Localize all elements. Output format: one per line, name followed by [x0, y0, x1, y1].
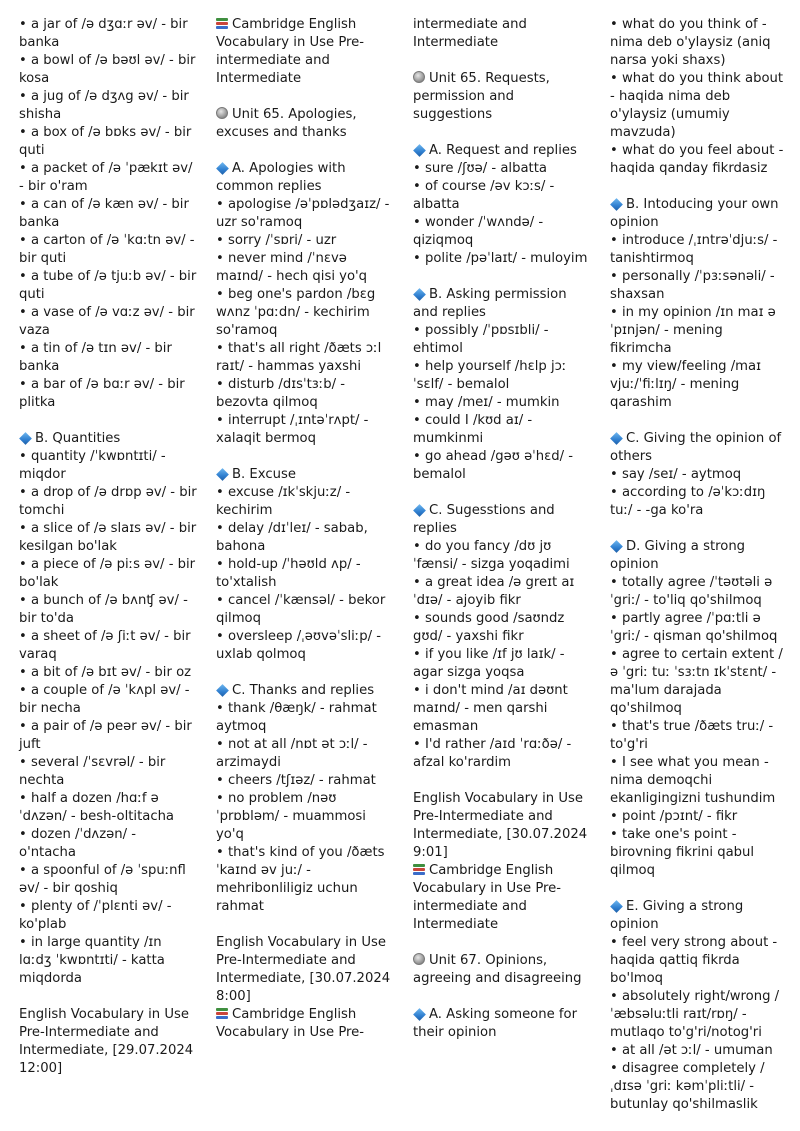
entry-text: English Vocabulary in Use Pre-Intermediate and Intermediate, [30.07.2024 8:00]: [216, 935, 391, 1004]
vocab-entry: [19, 520, 197, 556]
vocab-entry: [610, 988, 788, 1042]
section-heading: [19, 430, 197, 448]
diamond-icon: [610, 198, 623, 211]
heading-text: D. Giving a strong opinion: [610, 539, 746, 572]
entry-text: • a box of /ə bɒks əv/ - bir quti: [19, 125, 192, 158]
entry-text: • take one's point - birovning fikrini qabul qilmoq: [610, 827, 755, 878]
vocab-entry: [19, 376, 197, 412]
entry-text: • help yourself /hɛlp jɔːˈsɛlf/ - bemalol: [413, 359, 567, 392]
entry-text: • may /meɪ/ - mumkin: [413, 395, 560, 410]
entry-text: • a tin of /ə tɪn əv/ - bir banka: [19, 341, 172, 374]
heading-text: B. Excuse: [232, 467, 296, 482]
entry-text: • go ahead /gəʊ əˈhɛd/ - bemalol: [413, 449, 574, 482]
vocab-entry: [216, 412, 394, 448]
vocab-entry: [19, 52, 197, 88]
vocab-entry: [19, 790, 197, 826]
vocab-entry: [216, 736, 394, 772]
vocab-entry: [610, 466, 788, 484]
entry-text: • possibly /ˈpɒsɪbli/ - ehtimol: [413, 323, 549, 356]
column-2: [216, 16, 394, 1042]
vocab-entry: [19, 718, 197, 754]
spacer: [413, 988, 591, 1006]
vocab-entry: [216, 196, 394, 232]
vocab-entry: [19, 124, 197, 160]
vocab-entry: [610, 142, 788, 178]
heading-text: C. Giving the opinion of others: [610, 431, 782, 464]
spacer: [216, 142, 394, 160]
vocab-entry: [413, 178, 591, 214]
column-3: [413, 16, 591, 1042]
entry-text: • a bunch of /ə bʌnʧ əv/ - bir to'da: [19, 593, 188, 626]
entry-text: • at all /ət ɔːl/ - umuman: [610, 1043, 773, 1058]
entry-text: • disturb /dɪsˈtɜːb/ - bezovta qilmoq: [216, 377, 345, 410]
vocab-entry: [19, 160, 197, 196]
entry-text: • a spoonful of /ə ˈspuːnfl əv/ - bir qoshiq: [19, 863, 186, 896]
vocab-entry: [610, 826, 788, 880]
spacer: [216, 664, 394, 682]
entry-text: • a jug of /ə dʒʌg əv/ - bir shisha: [19, 89, 189, 122]
diamond-icon: [413, 144, 426, 157]
entry-text: English Vocabulary in Use Pre-Intermediate and Intermediate, [30.07.2024 9:01]: [413, 791, 588, 860]
vocab-entry: [610, 574, 788, 610]
entry-text: • a pair of /ə peər əv/ - bir juft: [19, 719, 192, 752]
dial-icon: [413, 71, 425, 83]
vocab-entry: [19, 556, 197, 592]
section-heading: [413, 952, 591, 988]
entry-text: • never mind /ˈnɛvə maɪnd/ - hech qisi yo'q: [216, 251, 368, 284]
vocab-entry: [19, 754, 197, 790]
vocab-entry: [19, 1006, 197, 1078]
vocab-entry: [216, 772, 394, 790]
vocab-entry: [413, 160, 591, 178]
entry-text: • introduce /ˌɪntrəˈdjuːs/ - tanishtirmoq: [610, 233, 778, 266]
entry-text: • my view/feeling /maɪ vjuː/ˈfiːlɪŋ/ - mening qarashim: [610, 359, 762, 410]
entry-text: • cancel /ˈkænsəl/ - bekor qilmoq: [216, 593, 386, 626]
vocab-entry: [216, 592, 394, 628]
entry-text: • no problem /nəʊ ˈprɒbləm/ - muammosi yo'q: [216, 791, 366, 842]
entry-text: • a carton of /ə ˈkɑːtn əv/ - bir quti: [19, 233, 195, 266]
entry-text: • a great idea /ə greɪt aɪ ˈdɪə/ - ajoyib fikr: [413, 575, 575, 608]
spacer: [413, 934, 591, 952]
entry-text: • delay /dɪˈleɪ/ - sabab, bahona: [216, 521, 368, 554]
spacer: [610, 880, 788, 898]
entry-text: • sorry /ˈsɒri/ - uzr: [216, 233, 337, 248]
section-heading: [610, 538, 788, 574]
vocab-entry: [413, 448, 591, 484]
entry-text: • that's all right /ðæts ɔːl raɪt/ - hammas yaxshi: [216, 341, 382, 374]
entry-text: • personally /ˈpɜːsənəli/ - shaxsan: [610, 269, 775, 302]
vocab-entry: [610, 358, 788, 412]
vocab-entry: [19, 826, 197, 862]
column-4: [610, 16, 788, 1114]
section-heading: [610, 430, 788, 466]
heading-text: B. Intoducing your own opinion: [610, 197, 779, 230]
vocab-entry: [19, 898, 197, 934]
vocab-entry: [413, 610, 591, 646]
heading-text: Cambridge English Vocabulary in Use Pre-intermediate and Intermediate: [413, 863, 562, 932]
spacer: [610, 520, 788, 538]
vocab-entry: [610, 1042, 788, 1060]
entry-text: English Vocabulary in Use Pre-Intermediate and Intermediate, [29.07.2024 12:00]: [19, 1007, 194, 1076]
entry-text: • point /pɔɪnt/ - fikr: [610, 809, 738, 824]
section-heading: [413, 502, 591, 538]
vocab-entry: [19, 682, 197, 718]
entry-text: • half a dozen /hɑːf ə ˈdʌzən/ - besh-oltitacha: [19, 791, 175, 824]
vocab-entry: [610, 16, 788, 70]
entry-text: • quantity /ˈkwɒntɪti/ - miqdor: [19, 449, 166, 482]
books-icon: [413, 863, 425, 875]
vocab-entry: [413, 790, 591, 862]
heading-text: A. Request and replies: [429, 143, 577, 158]
heading-text: B. Quantities: [35, 431, 121, 446]
entry-text: • interrupt /ˌɪntəˈrʌpt/ - xalaqit bermoq: [216, 413, 369, 446]
books-icon: [216, 1007, 228, 1019]
vocab-entry: [19, 16, 197, 52]
entry-text: intermediate and Intermediate: [413, 17, 527, 50]
vocab-entry: [19, 484, 197, 520]
entry-text: • in my opinion /ɪn maɪ ə ˈpɪnjən/ - mening fikrimcha: [610, 305, 776, 356]
section-heading: [413, 142, 591, 160]
entry-text: • I see what you mean - nima demoqchi ekanligingizni tushundim: [610, 755, 776, 806]
vocab-entry: [610, 610, 788, 646]
vocab-entry: [610, 232, 788, 268]
section-heading: [216, 682, 394, 700]
vocab-entry: [413, 16, 591, 52]
spacer: [19, 412, 197, 430]
vocab-entry: [19, 232, 197, 268]
entry-text: • a couple of /ə ˈkʌpl əv/ - bir necha: [19, 683, 190, 716]
entry-text: • that's true /ðæts truː/ - to'g'ri: [610, 719, 774, 752]
entry-text: • several /ˈsɛvrəl/ - bir nechta: [19, 755, 166, 788]
vocab-entry: [19, 88, 197, 124]
entry-text: • do you fancy /dʊ jʊ ˈfænsi/ - sizga yoqadimi: [413, 539, 570, 572]
vocab-entry: [610, 1060, 788, 1114]
entry-text: • if you like /ɪf jʊ laɪk/ - agar sizga yoqsa: [413, 647, 565, 680]
entry-text: • feel very strong about - haqida qattiq fikrda bo'lmoq: [610, 935, 778, 986]
vocab-entry: [610, 484, 788, 520]
section-heading: [413, 286, 591, 322]
vocab-entry: [413, 250, 591, 268]
vocab-entry: [216, 250, 394, 286]
vocab-entry: [413, 214, 591, 250]
entry-text: • in large quantity /ɪn lɑːdʒ ˈkwɒntɪti/ - katta miqdorda: [19, 935, 165, 986]
section-heading: [610, 196, 788, 232]
spacer: [413, 484, 591, 502]
heading-text: Unit 65. Requests, permission and suggestions: [413, 71, 550, 122]
heading-text: Unit 65. Apologies, excuses and thanks: [216, 107, 357, 140]
vocab-entry: [19, 934, 197, 988]
vocab-entry: [610, 718, 788, 754]
spacer: [413, 268, 591, 286]
section-heading: [216, 1006, 394, 1042]
spacer: [216, 88, 394, 106]
vocab-entry: [610, 70, 788, 142]
heading-text: B. Asking permission and replies: [413, 287, 567, 320]
vocab-entry: [19, 340, 197, 376]
entry-text: • that's kind of you /ðæts ˈkaɪnd əv juː/ - mehribonliligiz uchun rahmat: [216, 845, 385, 914]
section-heading: [413, 1006, 591, 1042]
spacer: [413, 52, 591, 70]
entry-text: • a slice of /ə slaɪs əv/ - bir kesilgan bo'lak: [19, 521, 197, 554]
vocab-entry: [216, 790, 394, 844]
entry-text: • hold-up /ˈhəʊld ʌp/ - to'xtalish: [216, 557, 361, 590]
column-1: [19, 16, 197, 1078]
entry-text: • a bar of /ə bɑːr əv/ - bir plitka: [19, 377, 185, 410]
diamond-icon: [216, 684, 229, 697]
vocab-entry: [19, 628, 197, 664]
diamond-icon: [216, 468, 229, 481]
entry-text: • polite /pəˈlaɪt/ - muloyim: [413, 251, 588, 266]
diamond-icon: [19, 432, 32, 445]
entry-text: • beg one's pardon /bɛg wʌnz ˈpɑːdn/ - kechirim so'ramoq: [216, 287, 376, 338]
vocab-entry: [19, 196, 197, 232]
entry-text: • thank /θæŋk/ - rahmat aytmoq: [216, 701, 377, 734]
entry-text: • according to /əˈkɔːdɪŋ tuː/ - -ga ko'ra: [610, 485, 766, 518]
vocab-entry: [216, 232, 394, 250]
vocab-entry: [19, 268, 197, 304]
vocab-entry: [413, 538, 591, 574]
vocab-entry: [610, 754, 788, 808]
section-heading: [610, 898, 788, 934]
vocab-entry: [216, 556, 394, 592]
entry-text: • totally agree /ˈtəʊtəli ə ˈgriː/ - to'liq qo'shilmoq: [610, 575, 773, 608]
vocab-entry: [413, 322, 591, 358]
spacer: [610, 178, 788, 196]
vocab-entry: [413, 394, 591, 412]
entry-text: • what do you feel about - haqida qanday fikrdasiz: [610, 143, 784, 176]
vocab-entry: [610, 646, 788, 718]
entry-text: • a bit of /ə bɪt əv/ - bir oz: [19, 665, 192, 680]
heading-text: Cambridge English Vocabulary in Use Pre-intermediate and Intermediate: [216, 17, 365, 86]
dial-icon: [216, 107, 228, 119]
spacer: [216, 916, 394, 934]
heading-text: Cambridge English Vocabulary in Use Pre-: [216, 1007, 365, 1040]
vocab-entry: [610, 934, 788, 988]
entry-text: • say /seɪ/ - aytmoq: [610, 467, 742, 482]
diamond-icon: [413, 288, 426, 301]
entry-text: • I'd rather /aɪd ˈrɑːðə/ - afzal ko'rardim: [413, 737, 572, 770]
vocab-entry: [413, 646, 591, 682]
entry-text: • not at all /nɒt ət ɔːl/ - arzimaydi: [216, 737, 368, 770]
heading-text: A. Apologies with common replies: [216, 161, 346, 194]
entry-text: • a packet of /ə ˈpækɪt əv/ - bir o'ram: [19, 161, 193, 194]
vocab-entry: [216, 628, 394, 664]
entry-text: • absolutely right/wrong /ˈæbsəluːtli raɪt/rɒŋ/ - mutlaqo to'g'ri/notog'ri: [610, 989, 780, 1040]
diamond-icon: [610, 432, 623, 445]
vocab-entry: [216, 934, 394, 1006]
section-heading: [216, 466, 394, 484]
entry-text: • a tube of /ə tjuːb əv/ - bir quti: [19, 269, 197, 302]
entry-text: • wonder /ˈwʌndə/ - qiziqmoq: [413, 215, 544, 248]
entry-text: • oversleep /ˌəʊvəˈsliːp/ - uxlab qolmoq: [216, 629, 381, 662]
vocab-entry: [19, 448, 197, 484]
diamond-icon: [413, 504, 426, 517]
heading-text: E. Giving a strong opinion: [610, 899, 744, 932]
vocab-entry: [216, 340, 394, 376]
vocab-entry: [413, 574, 591, 610]
entry-text: • partly agree /ˈpɑːtli əˈgriː/ - qisman qo'shilmoq: [610, 611, 778, 644]
entry-text: • of course /əv kɔːs/ - albatta: [413, 179, 555, 212]
section-heading: [216, 16, 394, 88]
entry-text: • plenty of /ˈplɛnti əv/ - ko'plab: [19, 899, 172, 932]
vocab-entry: [610, 808, 788, 826]
entry-text: • excuse /ɪkˈskjuːz/ - kechirim: [216, 485, 351, 518]
heading-text: A. Asking someone for their opinion: [413, 1007, 578, 1040]
diamond-icon: [610, 900, 623, 913]
entry-text: • a can of /ə kæn əv/ - bir banka: [19, 197, 189, 230]
section-heading: [413, 70, 591, 124]
spacer: [413, 124, 591, 142]
entry-text: • a drop of /ə drɒp əv/ - bir tomchi: [19, 485, 197, 518]
entry-text: • apologise /əˈpɒlədʒaɪz/ - uzr so'ramoq: [216, 197, 390, 230]
entry-text: • disagree completely /ˌdɪsə ˈgriː kəmˈpliːtli/ - butunlay qo'shilmaslik: [610, 1061, 765, 1112]
vocab-entry: [216, 484, 394, 520]
heading-text: C. Thanks and replies: [232, 683, 375, 698]
section-heading: [216, 106, 394, 142]
vocab-entry: [413, 358, 591, 394]
dial-icon: [413, 953, 425, 965]
vocab-entry: [216, 700, 394, 736]
entry-text: • a sheet of /ə ʃiːt əv/ - bir varaq: [19, 629, 191, 662]
diamond-icon: [216, 162, 229, 175]
heading-text: Unit 67. Opinions, agreeing and disagreeing: [413, 953, 582, 986]
vocab-entry: [413, 412, 591, 448]
entry-text: • dozen /ˈdʌzən/ - o'ntacha: [19, 827, 137, 860]
entry-text: • could I /kʊd aɪ/ - mumkinmi: [413, 413, 533, 446]
entry-text: • what do you think of - nima deb o'ylaysiz (aniq narsa yoki shaxs): [610, 17, 771, 68]
entry-text: • a jar of /ə dʒɑːr əv/ - bir banka: [19, 17, 188, 50]
vocab-entry: [413, 682, 591, 736]
entry-text: • agree to certain extent /ə ˈgriː tuː ˈsɜːtn ɪkˈstɛnt/ - ma'lum darajada qo'shilmoq: [610, 647, 783, 716]
vocab-entry: [216, 520, 394, 556]
vocab-entry: [610, 268, 788, 304]
vocab-entry: [216, 376, 394, 412]
vocab-entry: [610, 304, 788, 358]
diamond-icon: [413, 1008, 426, 1021]
entry-text: • sure /ʃʊə/ - albatta: [413, 161, 547, 176]
section-heading: [413, 862, 591, 934]
spacer: [413, 772, 591, 790]
diamond-icon: [610, 540, 623, 553]
entry-text: • what do you think about - haqida nima deb o'ylaysiz (umumiy mavzuda): [610, 71, 784, 140]
entry-text: • a vase of /ə vɑːz əv/ - bir vaza: [19, 305, 195, 338]
entry-text: • cheers /tʃɪəz/ - rahmat: [216, 773, 376, 788]
vocab-entry: [19, 862, 197, 898]
spacer: [216, 448, 394, 466]
entry-text: • sounds good /saʊndz gʊd/ - yaxshi fikr: [413, 611, 565, 644]
vocab-entry: [216, 844, 394, 916]
entry-text: • a piece of /ə piːs əv/ - bir bo'lak: [19, 557, 196, 590]
section-heading: [216, 160, 394, 196]
vocab-entry: [19, 592, 197, 628]
spacer: [610, 412, 788, 430]
vocab-entry: [216, 286, 394, 340]
vocab-entry: [19, 304, 197, 340]
heading-text: C. Sugesstions and replies: [413, 503, 555, 536]
entry-text: • a bowl of /ə bəʊl əv/ - bir kosa: [19, 53, 196, 86]
books-icon: [216, 17, 228, 29]
vocab-entry: [19, 664, 197, 682]
spacer: [19, 988, 197, 1006]
vocab-entry: [413, 736, 591, 772]
entry-text: • i don't mind /aɪ dəʊnt maɪnd/ - men qarshi emasman: [413, 683, 568, 734]
